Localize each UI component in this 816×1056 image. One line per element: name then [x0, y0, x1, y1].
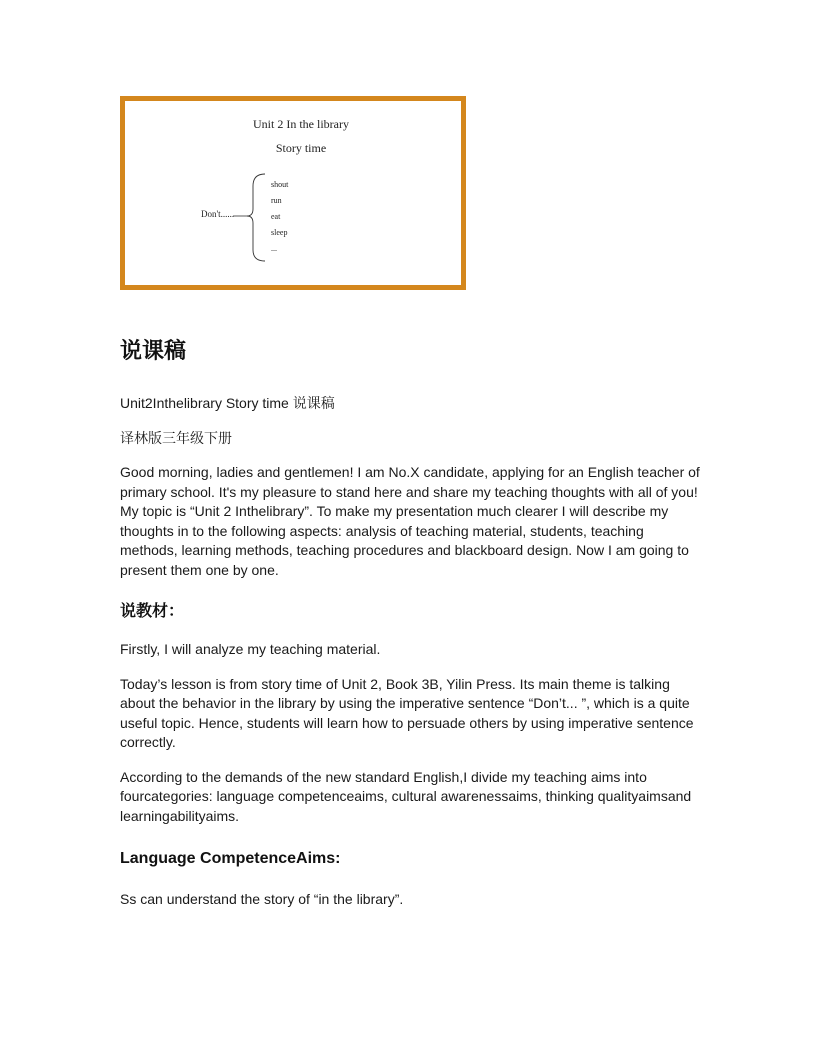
curly-brace: [247, 174, 265, 261]
board-item: eat: [271, 212, 281, 221]
intro-paragraph: Good morning, ladies and gentlemen! I am No.X candidate, applying for an English teacher of primary school. It's my pleasure to stand here and share my teaching thoughts with all of you! My topic is “Unit 2 Inthelibrary”. To make my presentation much clearer I will describe my thoughts in to the following aspects: analysis of teaching material, students, teaching methods, learning methods, teaching procedures and blackboard design. Now I am going to present them one by one.: [120, 464, 700, 578]
board-left-label: Don't......: [201, 209, 235, 219]
textbook-line: 译林版三年级下册: [120, 429, 232, 446]
blackboard-diagram: [125, 101, 461, 285]
board-subtitle: Story time: [275, 141, 327, 155]
paragraph: Firstly, I will analyze my teaching material.: [120, 641, 381, 657]
page-title: 说课稿: [120, 339, 187, 364]
section-heading-material: 说教材：: [120, 601, 185, 620]
blackboard-design-image: [120, 96, 466, 290]
board-item: run: [271, 196, 282, 205]
paragraph: Ss can understand the story of “in the library”.: [120, 891, 404, 907]
paragraph: Today’s lesson is from story time of Unit 2, Book 3B, Yilin Press. Its main theme is talking about the behavior in the library by using the imperative sentence “Don’t... ”, which is a quite useful topic. Hence, students will learn how to persuade others by using imperative sentence correctly.: [120, 675, 694, 750]
paragraph: According to the demands of the new standard English,I divide my teaching aims into fourcategories: language competenceaims, cultural awarenessaims, thinking qualityaimsand learningabilityaims.: [120, 768, 692, 824]
board-item: ...: [271, 244, 277, 253]
board-title: Unit 2 In the library: [253, 117, 349, 131]
document-body: [120, 336, 700, 925]
lesson-title-line: Unit2Inthelibrary Story time 说课稿: [120, 395, 335, 411]
subheading-language-aims: Language CompetenceAims:: [120, 850, 341, 867]
board-item: shout: [271, 180, 289, 189]
board-item: sleep: [271, 228, 288, 237]
